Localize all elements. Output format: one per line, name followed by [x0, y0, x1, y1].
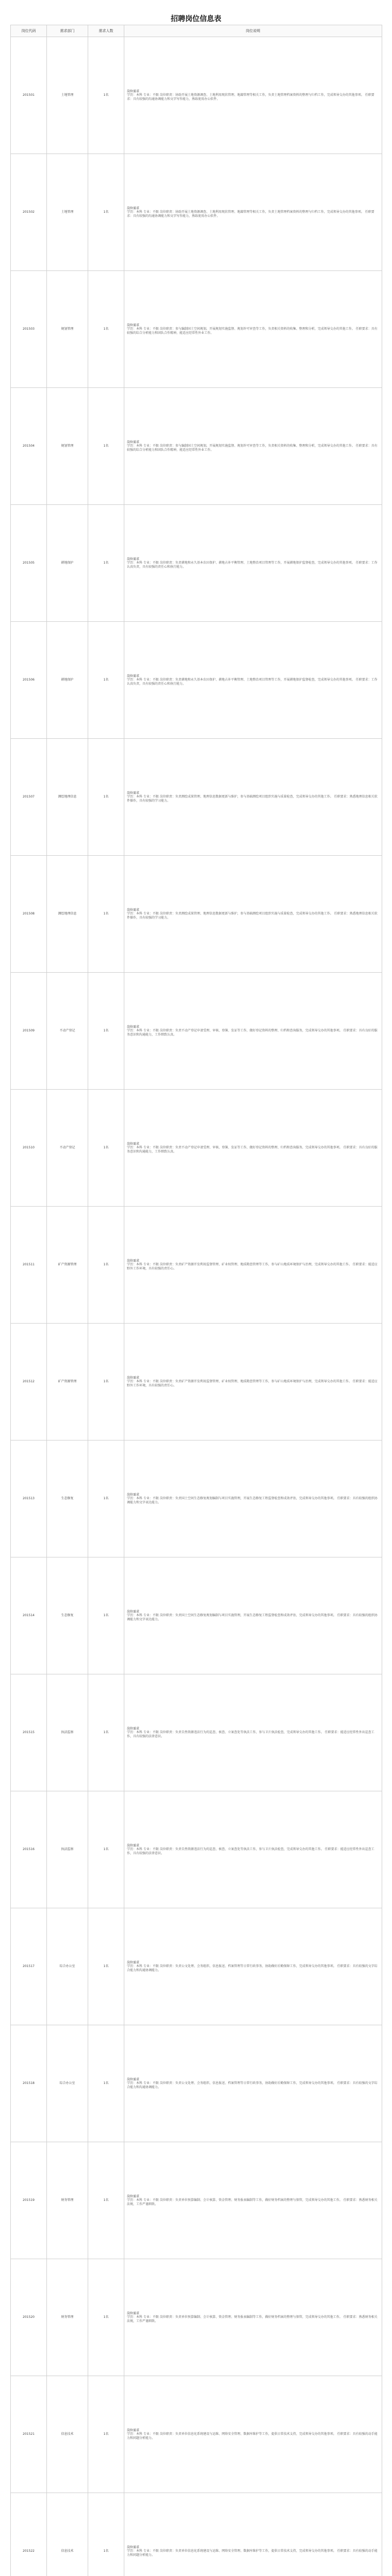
- header-desc: 岗位说明: [124, 25, 382, 37]
- job-description-text: 学历：本科 专业：不限 岗位职责：负责不动产登记申请受理、审核、登簿、发证等工作，做好登记资料的整理、归档和查询服务，完成领导交办的其他事项。 任职要求：具有良好的服务意识和沟通能力，工作细致认真。: [127, 1146, 378, 1154]
- department-cell: 测绘地理信息: [47, 739, 88, 856]
- department-cell: 不动产登记: [47, 973, 88, 1090]
- job-code-cell: 201519: [11, 2142, 47, 2259]
- job-description-text: 学历：本科 专业：不限 岗位职责：负责耕地和永久基本农田保护、耕地占补平衡管理、土地整治项目管理等工作，开展耕地保护监督检查，完成领导交办的其他事项。 任职要求：工作认真负责，具有较强的责任心和执行能力。: [127, 678, 378, 686]
- job-code-cell: 201507: [11, 739, 47, 856]
- headcount-cell: 1名: [88, 2142, 124, 2259]
- job-description-cell: [124, 1207, 382, 1324]
- headcount-cell: 1名: [88, 1207, 124, 1324]
- job-code-cell: 201522: [11, 2493, 47, 2576]
- department-cell: 综合办公室: [47, 2025, 88, 2142]
- job-description-text: 学历：本科 专业：不限 岗位职责：负责单位信息化系统建设与运维、网络安全管理、数据库维护等工作，提供日常技术支持，完成领导交办的其他事项。 任职要求：具有较强的动手能力和问题分析能力。: [127, 2432, 378, 2440]
- job-description-text: 学历：本科 专业：不限 岗位职责：负责不动产登记申请受理、审核、登簿、发证等工作，做好登记资料的整理、归档和查询服务，完成领导交办的其他事项。 任职要求：具有良好的服务意识和沟通能力，工作细致认真。: [127, 1029, 378, 1037]
- headcount-cell: 1名: [88, 1674, 124, 1791]
- job-description-cell: [124, 2142, 382, 2259]
- job-description-cell: [124, 271, 382, 388]
- job-description-cell: [124, 1674, 382, 1791]
- job-description-text: 学历：本科 专业：不限 岗位职责：负责自然资源违法行为的巡查、核查、立案查处等执法工作，参与卫片执法检查，完成领导交办的其他工作。 任职要求：能适应经常性外出巡查工作，具有较强的法律意识。: [127, 1731, 374, 1738]
- job-code-cell: 201517: [11, 1908, 47, 2025]
- table-row: [11, 739, 382, 856]
- job-description-cell: [124, 1440, 382, 1557]
- job-description-text: 学历：本科 专业：不限 岗位职责：负责国土空间生态修复规划编制与项目实施管理，开展生态修复工程监督检查和成效评估，完成领导交办的其他事项。 任职要求：具有较强的组织协调能力和文字表达能力。: [127, 1614, 378, 1621]
- headcount-cell: 1名: [88, 37, 124, 154]
- job-table: [10, 25, 382, 2576]
- job-description-text: 学历：本科 专业：不限 岗位职责：协助开展土地资源调查、土地利用现状管理、地籍管理等相关工作，负责土地管理档案资料的整理与归档工作，完成领导交办的其他事项。 任职要求：具有较强的沟通协调能力和文字写作能力，熟练使用办公软件。: [127, 93, 374, 101]
- department-cell: 规划管理: [47, 271, 88, 388]
- job-code-cell: 201503: [11, 271, 47, 388]
- job-description-cell: [124, 856, 382, 973]
- headcount-cell: 1名: [88, 2025, 124, 2142]
- department-cell: 矿产资源管理: [47, 1324, 88, 1440]
- job-code-cell: 201515: [11, 1674, 47, 1791]
- job-description-text: 学历：本科 专业：不限 岗位职责：负责耕地和永久基本农田保护、耕地占补平衡管理、土地整治项目管理等工作，开展耕地保护监督检查，完成领导交办的其他事项。 任职要求：工作认真负责，具有较强的责任心和执行能力。: [127, 561, 378, 569]
- job-description-label: 岗位需求: [127, 1609, 140, 1614]
- job-code-cell: 201520: [11, 2259, 47, 2376]
- header-row: [11, 25, 382, 37]
- job-code-cell: 201511: [11, 1207, 47, 1324]
- headcount-cell: 1名: [88, 1090, 124, 1207]
- headcount-cell: 1名: [88, 388, 124, 505]
- table-row: [11, 2142, 382, 2259]
- job-description-label: 岗位需求: [127, 2077, 140, 2081]
- header-code: 岗位代码: [11, 25, 47, 37]
- headcount-cell: 1名: [88, 1324, 124, 1440]
- department-cell: 信息技术: [47, 2493, 88, 2576]
- job-description-cell: [124, 1324, 382, 1440]
- table-row: [11, 1440, 382, 1557]
- department-cell: 耕地保护: [47, 622, 88, 739]
- table-header: [11, 25, 382, 37]
- department-cell: 执法监察: [47, 1674, 88, 1791]
- department-cell: 矿产资源管理: [47, 1207, 88, 1324]
- department-cell: 土地管理: [47, 37, 88, 154]
- table-row: [11, 1557, 382, 1674]
- department-cell: 规划管理: [47, 388, 88, 505]
- header-count: 需求人数: [88, 25, 124, 37]
- job-description-cell: [124, 2376, 382, 2493]
- job-description-text: 学历：本科 专业：不限 岗位职责：负责矿产资源开发利用监督管理、矿业权管理、地质勘查管理等工作，参与矿山地质环境保护与治理，完成领导交办的其他工作。 任职要求：能适应野外工作环境，具有较强的责任心。: [127, 1263, 378, 1270]
- job-description-label: 岗位需求: [127, 1960, 140, 1964]
- department-cell: 土地管理: [47, 154, 88, 271]
- table-row: [11, 1674, 382, 1791]
- job-code-cell: 201514: [11, 1557, 47, 1674]
- table-row: [11, 1207, 382, 1324]
- job-description-text: 学历：本科 专业：不限 岗位职责：负责国土空间生态修复规划编制与项目实施管理，开展生态修复工程监督检查和成效评估，完成领导交办的其他事项。 任职要求：具有较强的组织协调能力和文字表达能力。: [127, 1497, 378, 1504]
- job-description-cell: [124, 739, 382, 856]
- job-description-label: 岗位需求: [127, 89, 140, 93]
- page-title: 招聘岗位信息表: [171, 15, 221, 23]
- job-code-cell: 201518: [11, 2025, 47, 2142]
- table-row: [11, 388, 382, 505]
- job-description-label: 岗位需求: [127, 557, 140, 561]
- job-description-label: 岗位需求: [127, 1493, 140, 1497]
- job-description-cell: [124, 154, 382, 271]
- headcount-cell: 1名: [88, 622, 124, 739]
- job-code-cell: 201509: [11, 973, 47, 1090]
- job-description-label: 岗位需求: [127, 1259, 140, 1263]
- department-cell: 综合办公室: [47, 1908, 88, 2025]
- job-code-cell: 201501: [11, 37, 47, 154]
- header-dept: 需求部门: [47, 25, 88, 37]
- job-description-text: 学历：本科 专业：不限 岗位职责：负责单位预算编制、会计核算、资金管理、财务报表编制等工作，做好财务档案的整理与保管，完成领导交办的其他工作。 任职要求：熟悉财务相关法规，工作严谨细致。: [127, 2198, 378, 2206]
- department-cell: 财务管理: [47, 2142, 88, 2259]
- job-description-label: 岗位需求: [127, 1025, 140, 1029]
- job-description-cell: [124, 388, 382, 505]
- table-row: [11, 973, 382, 1090]
- job-code-cell: 201516: [11, 1791, 47, 1908]
- job-description-cell: [124, 622, 382, 739]
- job-description-text: 学历：本科 专业：不限 岗位职责：负责测绘成果管理、地理信息数据更新与维护，参与基础测绘项目组织实施与质量检查，完成领导交办的其他工作。 任职要求：熟悉地理信息相关软件操作，具有较强的学习能力。: [127, 912, 378, 920]
- job-description-text: 学历：本科 专业：不限 岗位职责：负责公文处理、会务组织、信息报送、档案管理等日常行政事务，协助做好后勤保障工作，完成领导交办的其他事项。 任职要求：具有较强的文字综合能力和沟通协调能力。: [127, 1964, 378, 1972]
- headcount-cell: 1名: [88, 2493, 124, 2576]
- job-description-label: 岗位需求: [127, 1726, 140, 1731]
- headcount-cell: 1名: [88, 1791, 124, 1908]
- job-description-label: 岗位需求: [127, 2194, 140, 2198]
- job-description-cell: [124, 1791, 382, 1908]
- table-row: [11, 1908, 382, 2025]
- job-description-text: 学历：本科 专业：不限 岗位职责：负责测绘成果管理、地理信息数据更新与维护，参与基础测绘项目组织实施与质量检查，完成领导交办的其他工作。 任职要求：熟悉地理信息相关软件操作，具有较强的学习能力。: [127, 795, 378, 803]
- job-description-label: 岗位需求: [127, 674, 140, 678]
- job-description-text: 学历：本科 专业：不限 岗位职责：负责公文处理、会务组织、信息报送、档案管理等日常行政事务，协助做好后勤保障工作，完成领导交办的其他事项。 任职要求：具有较强的文字综合能力和沟通协调能力。: [127, 2081, 378, 2089]
- headcount-cell: 1名: [88, 2259, 124, 2376]
- job-description-cell: [124, 2493, 382, 2576]
- job-description-cell: [124, 2025, 382, 2142]
- headcount-cell: 1名: [88, 739, 124, 856]
- job-description-text: 学历：本科 专业：不限 岗位职责：参与编制国土空间规划，开展规划实施监督、规划许可审查等工作，负责相关资料的收集、整理和分析，完成领导交办的其他工作。 任职要求：具有较强的综合分析能力和团队合作精神，能适应经常性外业工作。: [127, 444, 378, 452]
- table-row: [11, 856, 382, 973]
- table-row: [11, 2025, 382, 2142]
- job-code-cell: 201521: [11, 2376, 47, 2493]
- table-row: [11, 2376, 382, 2493]
- job-description-label: 岗位需求: [127, 1843, 140, 1848]
- job-description-text: 学历：本科 专业：不限 岗位职责：参与编制国土空间规划，开展规划实施监督、规划许可审查等工作，负责相关资料的收集、整理和分析，完成领导交办的其他工作。 任职要求：具有较强的综合分析能力和团队合作精神，能适应经常性外业工作。: [127, 327, 378, 335]
- table-row: [11, 622, 382, 739]
- table-row: [11, 505, 382, 622]
- headcount-cell: 1名: [88, 154, 124, 271]
- headcount-cell: 1名: [88, 271, 124, 388]
- department-cell: 生态修复: [47, 1440, 88, 1557]
- department-cell: 不动产登记: [47, 1090, 88, 1207]
- job-description-label: 岗位需求: [127, 908, 140, 912]
- job-description-cell: [124, 1908, 382, 2025]
- table-row: [11, 271, 382, 388]
- headcount-cell: 1名: [88, 973, 124, 1090]
- job-description-cell: [124, 37, 382, 154]
- department-cell: 执法监察: [47, 1791, 88, 1908]
- job-description-cell: [124, 1090, 382, 1207]
- job-table-container: [10, 25, 382, 2576]
- job-description-label: 岗位需求: [127, 791, 140, 795]
- job-description-text: 学历：本科 专业：不限 岗位职责：负责单位信息化系统建设与运维、网络安全管理、数据库维护等工作，提供日常技术支持，完成领导交办的其他事项。 任职要求：具有较强的动手能力和问题分析能力。: [127, 2549, 378, 2557]
- headcount-cell: 1名: [88, 856, 124, 973]
- job-description-text: 学历：本科 专业：不限 岗位职责：负责自然资源违法行为的巡查、核查、立案查处等执法工作，参与卫片执法检查，完成领导交办的其他工作。 任职要求：能适应经常性外出巡查工作，具有较强的法律意识。: [127, 1848, 374, 1855]
- headcount-cell: 1名: [88, 2376, 124, 2493]
- job-description-cell: [124, 2259, 382, 2376]
- table-row: [11, 2493, 382, 2576]
- job-description-label: 岗位需求: [127, 1142, 140, 1146]
- table-row: [11, 1090, 382, 1207]
- job-description-text: 学历：本科 专业：不限 岗位职责：协助开展土地资源调查、土地利用现状管理、地籍管理等相关工作，负责土地管理档案资料的整理与归档工作，完成领导交办的其他事项。 任职要求：具有较强的沟通协调能力和文字写作能力，熟练使用办公软件。: [127, 210, 374, 218]
- headcount-cell: 1名: [88, 1557, 124, 1674]
- table-row: [11, 154, 382, 271]
- job-description-cell: [124, 505, 382, 622]
- job-description-label: 岗位需求: [127, 206, 140, 210]
- job-code-cell: 201508: [11, 856, 47, 973]
- department-cell: 生态修复: [47, 1557, 88, 1674]
- job-description-text: 学历：本科 专业：不限 岗位职责：负责单位预算编制、会计核算、资金管理、财务报表编制等工作，做好财务档案的整理与保管，完成领导交办的其他工作。 任职要求：熟悉财务相关法规，工作严谨细致。: [127, 2315, 378, 2323]
- job-description-label: 岗位需求: [127, 323, 140, 327]
- job-code-cell: 201510: [11, 1090, 47, 1207]
- department-cell: 测绘地理信息: [47, 856, 88, 973]
- job-code-cell: 201504: [11, 388, 47, 505]
- job-description-label: 岗位需求: [127, 2311, 140, 2315]
- job-code-cell: 201505: [11, 505, 47, 622]
- table-row: [11, 1324, 382, 1440]
- table-row: [11, 37, 382, 154]
- job-code-cell: 201513: [11, 1440, 47, 1557]
- job-description-label: 岗位需求: [127, 2545, 140, 2549]
- table-row: [11, 1791, 382, 1908]
- job-description-label: 岗位需求: [127, 1376, 140, 1380]
- job-code-cell: 201502: [11, 154, 47, 271]
- job-description-text: 学历：本科 专业：不限 岗位职责：负责矿产资源开发利用监督管理、矿业权管理、地质勘查管理等工作，参与矿山地质环境保护与治理，完成领导交办的其他工作。 任职要求：能适应野外工作环境，具有较强的责任心。: [127, 1380, 378, 1387]
- department-cell: 信息技术: [47, 2376, 88, 2493]
- table-row: [11, 2259, 382, 2376]
- job-description-cell: [124, 1557, 382, 1674]
- department-cell: 财务管理: [47, 2259, 88, 2376]
- headcount-cell: 1名: [88, 505, 124, 622]
- job-description-label: 岗位需求: [127, 2428, 140, 2432]
- headcount-cell: 1名: [88, 1908, 124, 2025]
- job-code-cell: 201506: [11, 622, 47, 739]
- job-description-label: 岗位需求: [127, 440, 140, 444]
- department-cell: 耕地保护: [47, 505, 88, 622]
- job-code-cell: 201512: [11, 1324, 47, 1440]
- headcount-cell: 1名: [88, 1440, 124, 1557]
- job-description-cell: [124, 973, 382, 1090]
- table-body: [11, 37, 382, 2576]
